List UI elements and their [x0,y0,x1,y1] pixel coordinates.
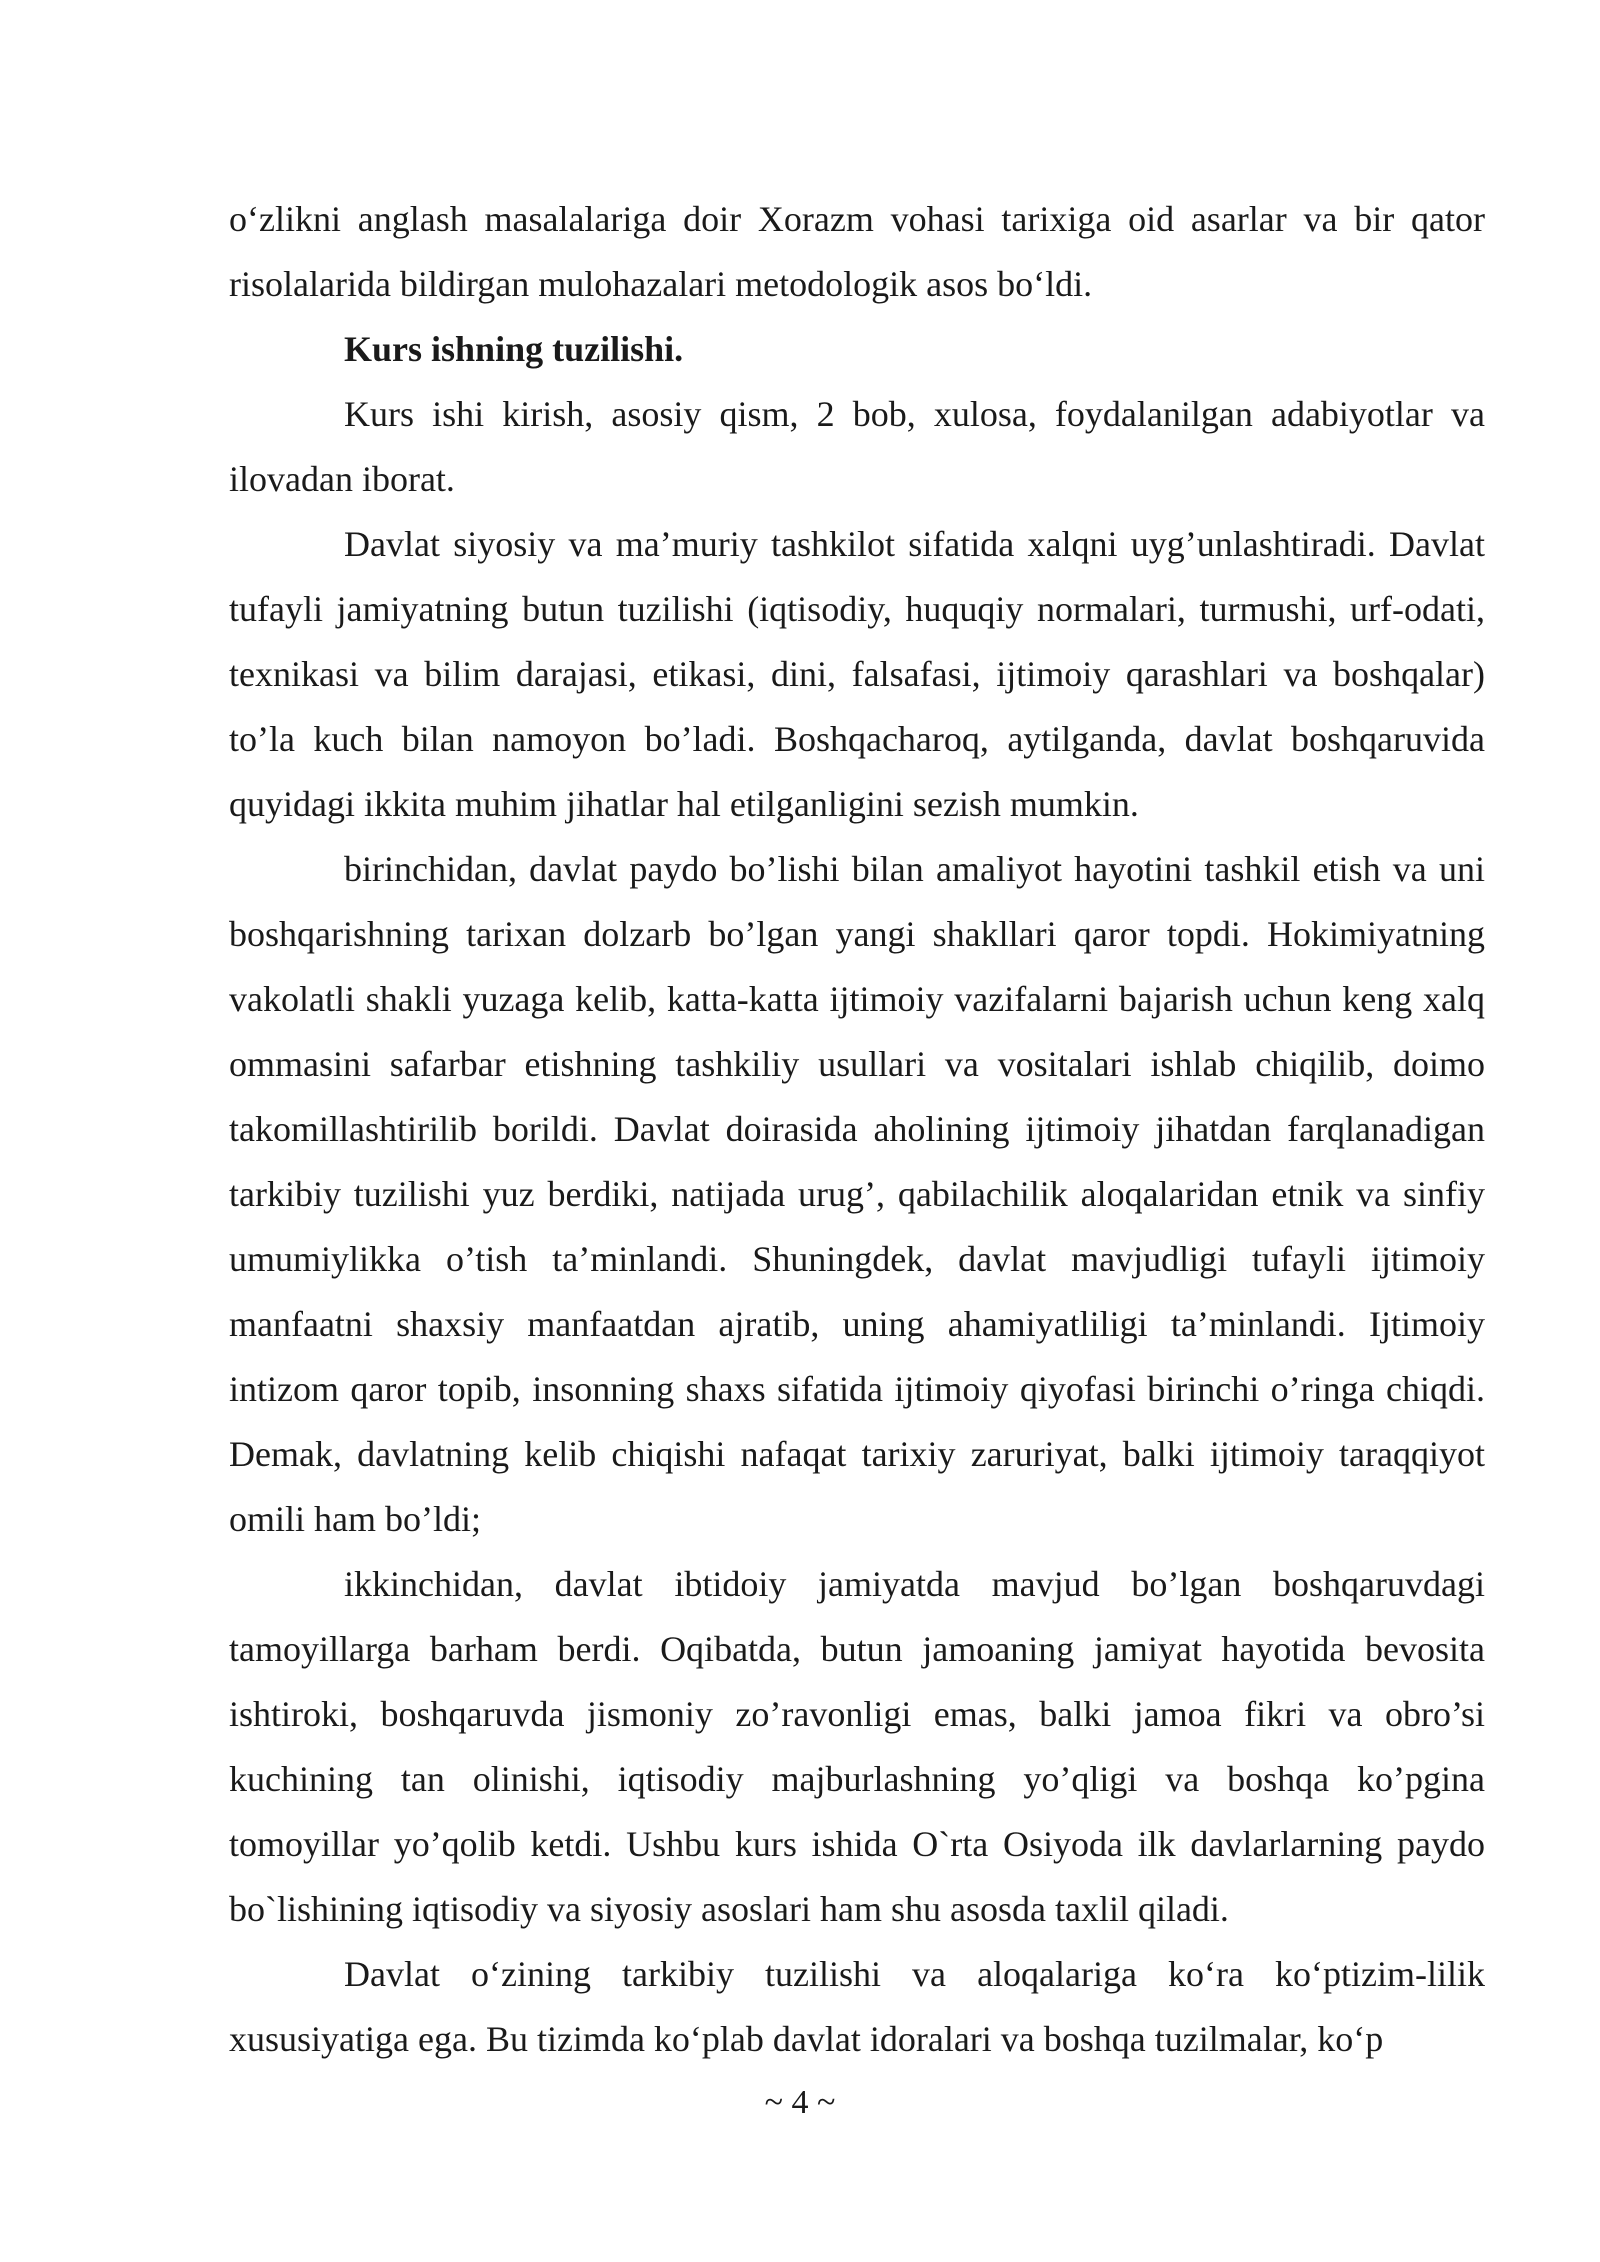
paragraph-first-point: birinchidan, davlat paydo bo’lishi bilan amaliyot hayotini tashkil etish va uni boshqarishning tarixan dolzarb bo’lgan yangi shakllari qaror topdi. Hokimiyatning vakolatli shakli yuzaga kelib, katta-katta ijtimoiy vazifalarni bajarish uchun keng xalq ommasini safarbar etishning tashkiliy usullari va vositalari ishlab chiqilib, doimo takomillashtirilib borildi. Davlat doirasida aholining ijtimoiy jihatdan farqlanadigan tarkibiy tuzilishi yuz berdiki, natijada urug’, qabilachilik aloqalaridan etnik va sinfiy umumiylikka o’tish ta’minlandi. Shuningdek, davlat mavjudligi tufayli ijtimoiy manfaatni shaxsiy manfaatdan ajratib, uning ahamiyatliligi ta’minlandi. Ijtimoiy intizom qaror topib, insonning shaxs sifatida ijtimoiy qiyofasi birinchi o’ringa chiqdi. Demak, davlatning kelib chiqishi nafaqat tarixiy zaruriyat, balki ijtimoiy taraqqiyot omili ham bo’ldi; [229,849,1485,1539]
page-number: ~ 4 ~ [764,2084,836,2121]
paragraph-structure-systems: Davlat o‘zining tarkibiy tuzilishi va aloqalariga ko‘ra ko‘ptizim-lilik xususiyatiga ega. Bu tizimda ko‘plab davlat idoralari va boshqa tuzilmalar, ko‘p [229,1954,1485,2059]
paragraph-structure: Kurs ishi kirish, asosiy qism, 2 bob, xulosa, foydalanilgan adabiyotlar va ilovadan iborat. [229,394,1485,499]
paragraph-continuation: o‘zlikni anglash masalalariga doir Xorazm vohasi tarixiga oid asarlar va bir qator risolalarida bildirgan mulohazalari metodologik asos bo‘ldi. [229,199,1485,304]
section-heading: Kurs ishning tuzilishi. [344,329,684,369]
paragraph-state-unification: Davlat siyosiy va ma’muriy tashkilot sifatida xalqni uyg’unlashtiradi. Davlat tufayli jamiyatning butun tuzilishi (iqtisodiy, huquqiy normalari, turmushi, urf-odati, texnikasi va bilim darajasi, etikasi, dini, falsafasi, ijtimoiy qarashlari va boshqalar) to’la kuch bilan namoyon bo’ladi. Boshqacharoq, aytilganda, davlat boshqaruvida quyidagi ikkita muhim jihatlar hal etilganligini sezish mumkin. [229,524,1485,824]
paragraph-second-point: ikkinchidan, davlat ibtidoiy jamiyatda mavjud bo’lgan boshqaruvdagi tamoyillarga barham berdi. Oqibatda, butun jamoaning jamiyat hayotida bevosita ishtiroki, boshqaruvda jismoniy zo’ravonligi emas, balki jamoa fikri va obro’si kuchining tan olinishi, iqtisodiy majburlashning yo’qligi va boshqa ko’pgina tomoyillar yo’qolib ketdi. Ushbu kurs ishida O`rta Osiyoda ilk davlarlarning paydo bo`lishining iqtisodiy va siyosiy asoslari ham shu asosda taxlil qiladi. [229,1564,1485,1929]
document-body [229,187,1485,2072]
